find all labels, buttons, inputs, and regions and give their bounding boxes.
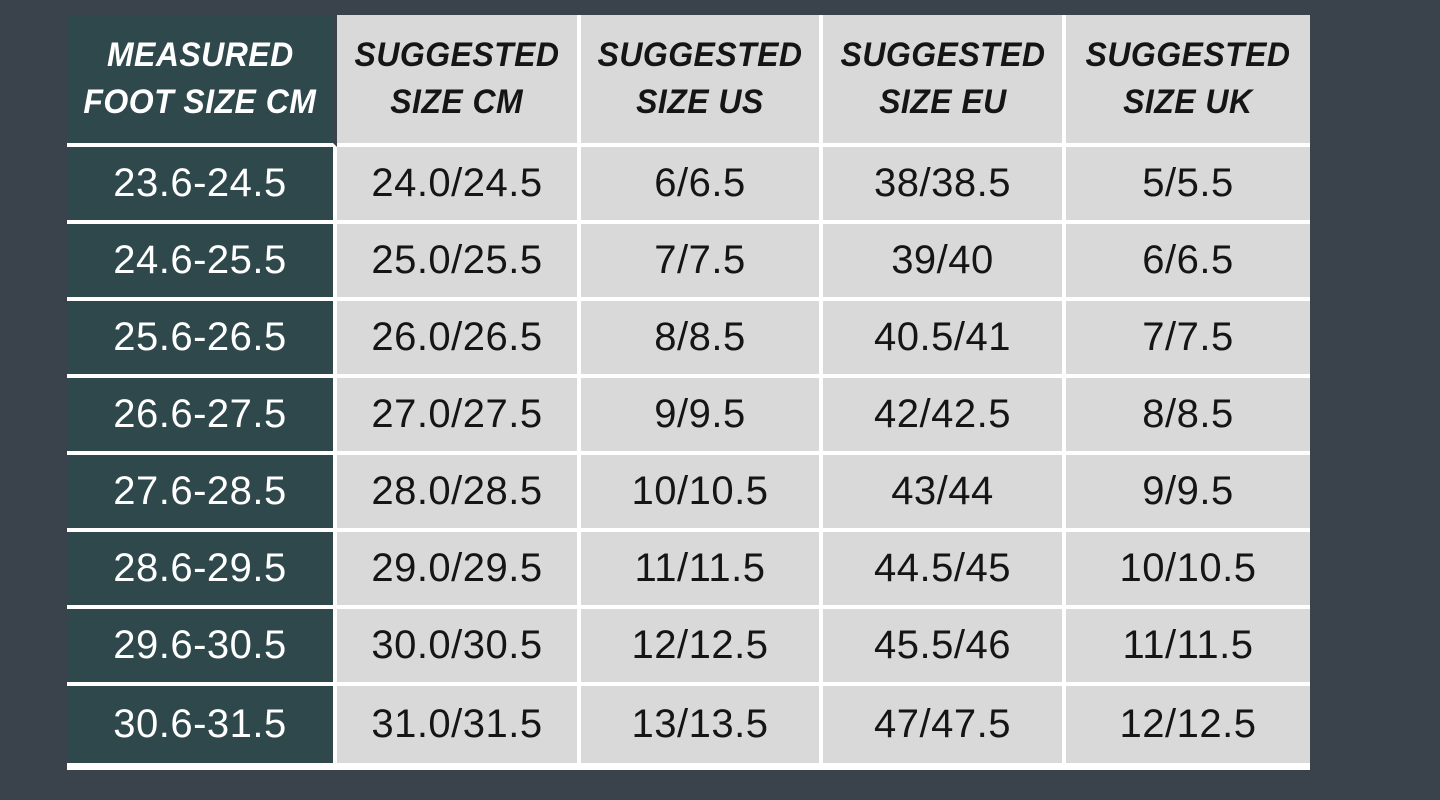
header-suggested-size-uk: [1066, 15, 1310, 147]
cell-foot-size: 28.6-29.5: [67, 532, 337, 609]
cell-size-uk: 12/12.5: [1066, 686, 1310, 763]
cell-size-cm: 29.0/29.5: [337, 532, 581, 609]
cell-size-uk: 10/10.5: [1066, 532, 1310, 609]
cell-foot-size: 23.6-24.5: [67, 147, 337, 224]
cell-size-eu: 42/42.5: [823, 378, 1066, 455]
header-line: SIZE CM: [390, 83, 524, 121]
cell-size-cm: 30.0/30.5: [337, 609, 581, 686]
cell-size-cm: 24.0/24.5: [337, 147, 581, 224]
cell-foot-size: 25.6-26.5: [67, 301, 337, 378]
header-line: SUGGESTED: [840, 36, 1045, 74]
cell-size-cm: 31.0/31.5: [337, 686, 581, 763]
cell-size-eu: 44.5/45: [823, 532, 1066, 609]
header-line: SUGGESTED: [1085, 36, 1291, 74]
cell-size-eu: 38/38.5: [823, 147, 1066, 224]
cell-foot-size: 30.6-31.5: [67, 686, 337, 763]
cell-size-uk: 9/9.5: [1066, 455, 1310, 532]
shoe-size-conversion-table: [67, 15, 1310, 770]
cell-size-eu: 45.5/46: [823, 609, 1066, 686]
cell-size-uk: 6/6.5: [1066, 224, 1310, 301]
header-line: SUGGESTED: [597, 36, 803, 74]
cell-size-us: 8/8.5: [581, 301, 823, 378]
cell-size-us: 10/10.5: [581, 455, 823, 532]
header-line: SIZE US: [636, 83, 764, 121]
cell-size-eu: 47/47.5: [823, 686, 1066, 763]
cell-foot-size: 29.6-30.5: [67, 609, 337, 686]
cell-foot-size: 24.6-25.5: [67, 224, 337, 301]
header-line: FOOT SIZE CM: [83, 83, 317, 121]
header-suggested-size-us: [581, 15, 823, 147]
cell-size-uk: 8/8.5: [1066, 378, 1310, 455]
header-measured-foot-size-cm: [67, 15, 337, 147]
cell-size-cm: 27.0/27.5: [337, 378, 581, 455]
header-suggested-size-eu: [823, 15, 1066, 147]
cell-size-cm: 25.0/25.5: [337, 224, 581, 301]
header-line: SUGGESTED: [354, 36, 560, 74]
cell-size-uk: 11/11.5: [1066, 609, 1310, 686]
cell-size-eu: 40.5/41: [823, 301, 1066, 378]
cell-size-us: 11/11.5: [581, 532, 823, 609]
cell-size-us: 7/7.5: [581, 224, 823, 301]
cell-size-us: 13/13.5: [581, 686, 823, 763]
cell-size-us: 12/12.5: [581, 609, 823, 686]
cell-size-eu: 43/44: [823, 455, 1066, 532]
cell-size-us: 9/9.5: [581, 378, 823, 455]
header-line: MEASURED: [106, 36, 294, 74]
cell-size-uk: 5/5.5: [1066, 147, 1310, 224]
cell-size-us: 6/6.5: [581, 147, 823, 224]
header-line: SIZE EU: [878, 83, 1007, 121]
cell-size-uk: 7/7.5: [1066, 301, 1310, 378]
cell-foot-size: 26.6-27.5: [67, 378, 337, 455]
cell-size-cm: 28.0/28.5: [337, 455, 581, 532]
cell-size-eu: 39/40: [823, 224, 1066, 301]
header-suggested-size-cm: [337, 15, 581, 147]
cell-size-cm: 26.0/26.5: [337, 301, 581, 378]
cell-foot-size: 27.6-28.5: [67, 455, 337, 532]
header-line: SIZE UK: [1123, 83, 1253, 121]
